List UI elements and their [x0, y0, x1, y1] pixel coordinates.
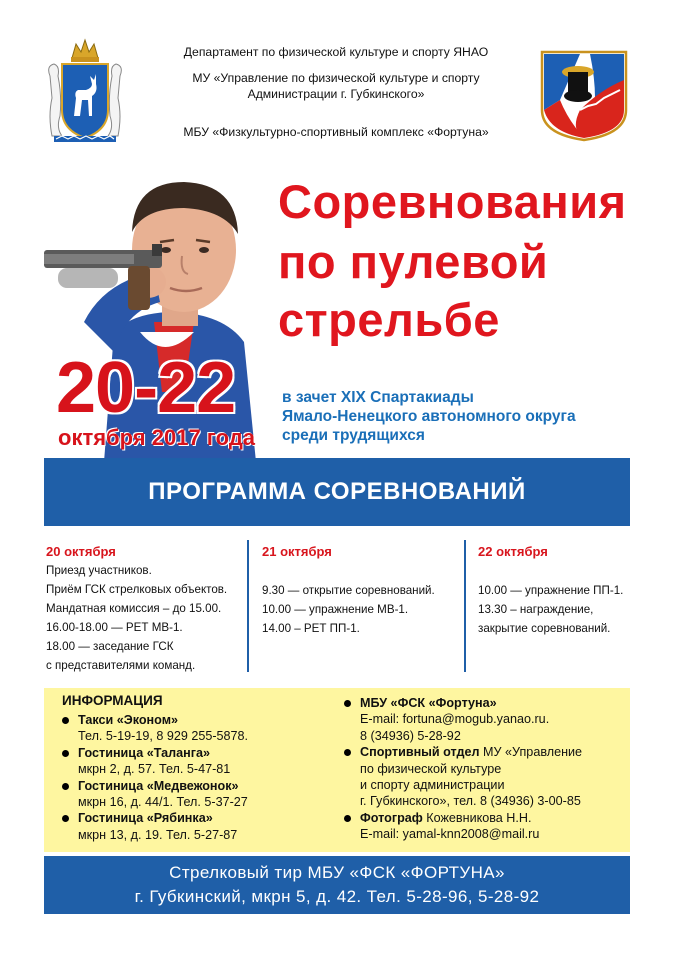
info-item-photographer	[344, 810, 634, 843]
info-item-name: Фотограф	[360, 810, 423, 825]
schedule-item: 16.00-18.00 — РЕТ МВ-1.	[46, 621, 183, 634]
program-title: ПРОГРАММА СОРЕВНОВАНИЙ	[148, 478, 526, 505]
info-item-name: Гостиница «Медвежонок»	[78, 778, 239, 793]
yanao-coat-of-arms-icon	[44, 36, 126, 148]
info-item-detail: мкрн 2, д. 57. Тел. 5-47-81	[78, 762, 231, 777]
schedule-item: Мандатная комиссия – до 15.00.	[46, 602, 222, 615]
org-department: Департамент по физической культуре и спорту ЯНАО	[183, 45, 489, 59]
info-heading: ИНФОРМАЦИЯ	[62, 693, 163, 708]
info-item-name: Спортивный отдел	[360, 745, 480, 760]
subtitle-line-2: Ямало-Ненецкого автономного округа	[282, 408, 576, 425]
info-item-hotel-talanga	[62, 745, 342, 778]
schedule-item: Приём ГСК стрелковых объектов.	[46, 583, 228, 596]
subtitle-line-1: в зачет XIX Спартакиады	[282, 389, 474, 406]
footer-address: г. Губкинский, мкрн 5, д. 42. Тел. 5-28-96, 5-28-92	[134, 887, 540, 906]
bullet-icon	[344, 815, 351, 822]
gubkinsky-coat-of-arms-icon	[540, 50, 628, 142]
info-item-fsk-fortuna	[344, 695, 634, 744]
info-item-phone: 8 (34936) 5-28-92	[360, 728, 461, 743]
info-item-email[interactable]: E-mail: fortuna@mogub.yanao.ru.	[360, 712, 550, 727]
schedule-item: закрытие соревнований.	[478, 622, 611, 635]
day-date: 21 октября	[262, 544, 332, 559]
title-line-1: Соревнования	[278, 175, 627, 228]
org-administration-line2: Администрации г. Губкинского»	[247, 87, 425, 101]
schedule-item: 9.30 — открытие соревнований.	[262, 584, 435, 597]
org-administration-line1: МУ «Управление по физической культуре и спорту	[192, 71, 480, 85]
event-subtitle	[282, 388, 642, 445]
day-date: 20 октября	[46, 544, 116, 559]
info-item-name: МБУ «ФСК «Фортуна»	[360, 696, 497, 710]
schedule-item: 10.00 — упражнение МВ-1.	[262, 603, 409, 616]
footer-venue: Стрелковый тир МБУ «ФСК «ФОРТУНА»	[169, 863, 505, 882]
info-item-detail: Тел. 5-19-19, 8 929 255-5878.	[78, 729, 249, 744]
bullet-icon	[62, 815, 69, 822]
bullet-icon	[62, 783, 69, 790]
info-item-taxi	[62, 712, 342, 745]
schedule-item: 10.00 — упражнение ПП-1.	[478, 584, 624, 597]
info-item-name: Такси «Эконом»	[78, 713, 179, 727]
info-list-left	[62, 712, 342, 843]
schedule-day-2	[262, 542, 458, 638]
subtitle-line-3: среди трудящихся	[282, 427, 425, 444]
org-administration	[140, 70, 532, 102]
info-item-hotel-ryabinka	[62, 810, 342, 843]
date-month-year: октября 2017 года	[58, 425, 256, 450]
date-range: 20-22	[56, 348, 236, 428]
info-item-detail: мкрн 16, д. 44/1. Тел. 5-37-27	[78, 795, 248, 810]
bullet-icon	[344, 700, 351, 707]
day-date: 22 октября	[478, 544, 548, 559]
bullet-icon	[344, 749, 351, 756]
info-item-rest: МУ «Управление	[479, 745, 583, 760]
title-line-2: по пулевой	[278, 235, 549, 288]
info-item-name: Гостиница «Таланга»	[78, 745, 210, 760]
schedule-item: 14.00 – РЕТ ПП-1.	[262, 622, 360, 635]
schedule-day-1	[46, 542, 242, 675]
info-item-detail: и спорту администрации	[360, 778, 505, 793]
schedule-day-3	[478, 542, 638, 638]
column-divider	[464, 540, 466, 672]
info-item-email[interactable]: E-mail: yamal-knn2008@mail.ru	[360, 827, 540, 842]
info-item-detail: мкрн 13, д. 19. Тел. 5-27-87	[78, 827, 238, 842]
info-item-sports-department	[344, 744, 634, 810]
info-item-rest: Кожевникова Н.Н.	[422, 810, 532, 825]
column-divider	[247, 540, 249, 672]
schedule-item: Приезд участников.	[46, 564, 152, 577]
bullet-icon	[62, 717, 69, 724]
org-sports-complex: МБУ «Физкультурно-спортивный комплекс «Фортуна»	[183, 125, 489, 139]
schedule-item: 18.00 — заседание ГСК	[46, 640, 174, 653]
title-line-3: стрельбе	[278, 293, 500, 346]
info-item-hotel-medvezhonok	[62, 778, 342, 811]
program-banner	[44, 458, 630, 526]
info-item-detail: г. Губкинского», тел. 8 (34936) 3-00-85	[360, 794, 581, 809]
bullet-icon	[62, 750, 69, 757]
info-item-name: Гостиница «Рябинка»	[78, 811, 213, 826]
info-list-right	[344, 695, 634, 843]
footer-banner	[44, 856, 630, 914]
info-item-detail: по физической культуре	[360, 761, 502, 776]
schedule-item: с представителями команд.	[46, 659, 196, 672]
schedule-item: 13.30 – награждение,	[478, 603, 594, 616]
